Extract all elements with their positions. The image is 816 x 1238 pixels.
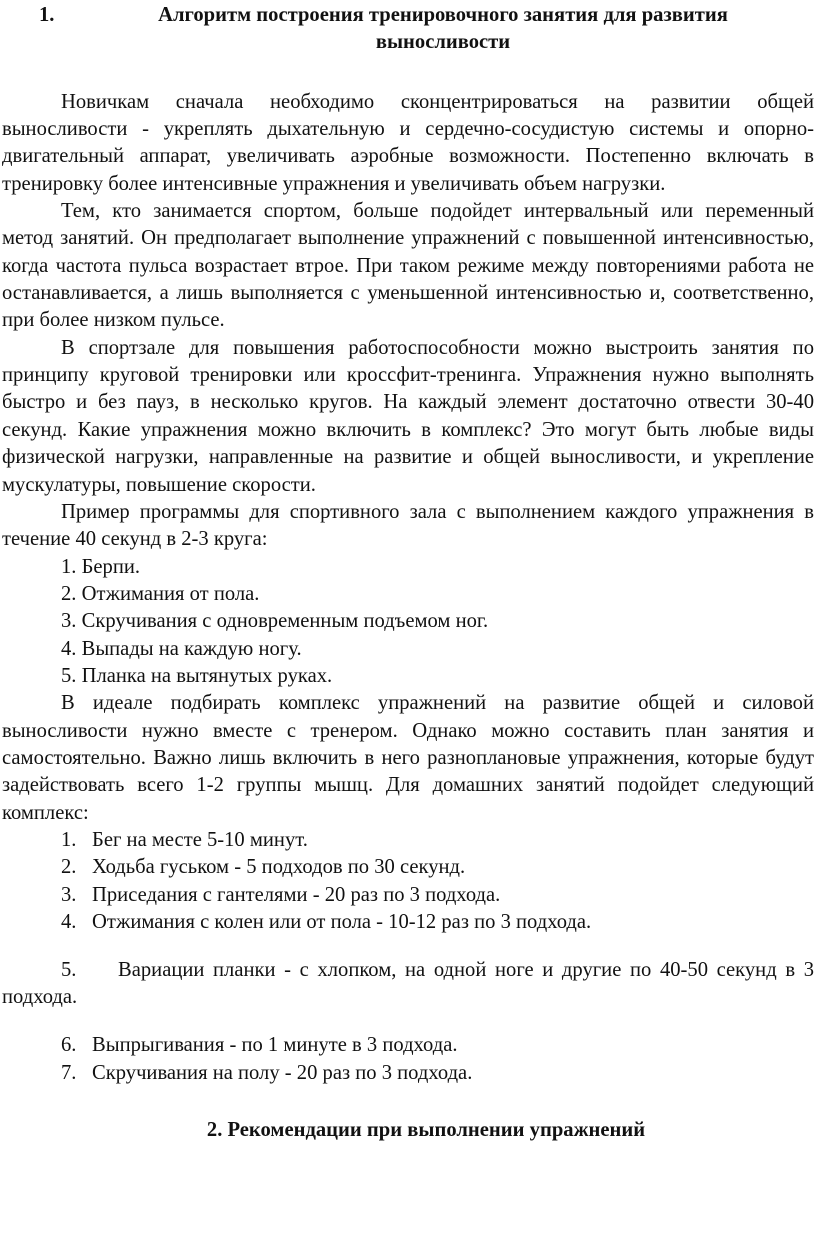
section-title: Алгоритм построения тренировочного занятия для развития выносливости — [158, 4, 728, 54]
section-heading-2: 2. Рекомендации при выполнении упражнений — [206, 1118, 646, 1141]
list-item: 4. Отжимания с колен или от пола - 10-12 раз по 3 подхода. — [61, 911, 592, 933]
section-heading-1 — [0, 2, 816, 57]
home-exercise-list-cont — [0, 1032, 816, 1087]
list-item: 1. Бег на месте 5-10 минут. — [61, 828, 308, 851]
paragraph-gym: В спортзале для повышения работоспособности можно выстроить занятия по принципу круговой тренировки или кроссфит-тренинга. Упражнения нужно выполнять быстро и без пауз, в несколько кругов. На каждый элемент достаточно отвести 30-40 секунд. Какие упражнения можно включить в комплекс? Это могут быть любые виды физической нагрузки, направленные на развитие и общей выносливости, и укрепление мускулатуры, повышение скорости. — [2, 336, 814, 496]
list-item: 2. Отжимания от пола. — [61, 582, 260, 605]
gym-exercise-list — [0, 554, 816, 691]
list-item: 6. Выпрыгивания - по 1 минуте в 3 подхода. — [61, 1034, 458, 1057]
list-item: 3. Приседания с гантелями - 20 раз по 3 подхода. — [61, 883, 501, 906]
home-exercise-list — [0, 827, 816, 936]
list-item: 2. Ходьба гуськом - 5 подходов по 30 секунд. — [61, 856, 466, 879]
paragraph-gym-program: Пример программы для спортивного зала с выполнением каждого упражнения в течение 40 секунд в 2-3 круга: — [2, 500, 814, 551]
list-item: 1. Берпи. — [61, 555, 141, 578]
list-item: 5. Планка на вытянутых руках. — [61, 664, 333, 687]
section-number: 1. — [39, 4, 55, 26]
list-item: 7. Скручивания на полу - 20 раз по 3 подхода. — [61, 1061, 473, 1084]
list-item: 3. Скручивания с одновременным подъемом ног. — [61, 610, 489, 633]
paragraph-home: В идеале подбирать комплекс упражнений на развитие общей и силовой выносливости нужно вместе с тренером. Однако можно составить план занятия и самостоятельно. Важно лишь включить в него разноплановые упражнения, которые будут задействовать всего 1-2 группы мышц. Для домашних занятий подойдет следующий комплекс: — [2, 692, 814, 824]
list-item: 4. Выпады на каждую ногу. — [61, 637, 302, 660]
paragraph-beginners: Новичкам сначала необходимо сконцентрироваться на развитии общей выносливости - укреплять дыхательную и сердечно-сосудистую системы и опорно-двигательный аппарат, увеличивать аэробные возможности. Постепенно включать в тренировку более интенсивные упражнения и увеличивать объем нагрузки. — [2, 90, 814, 195]
paragraph-athletes: Тем, кто занимается спортом, больше подойдет интервальный или переменный метод занятий. Он предполагает выполнение упражнений с повышенной интенсивностью, когда частота пульса возрастает втрое. При таком режиме между повторениями работа не останавливается, а лишь выполняется с уменьшенной интенсивностью и, соответственно, при более низком пульсе. — [2, 200, 814, 332]
list-item: 5. Вариации планки - с хлопком, на одной ноге и другие по 40-50 секунд в 3 подхода. — [2, 958, 814, 1009]
